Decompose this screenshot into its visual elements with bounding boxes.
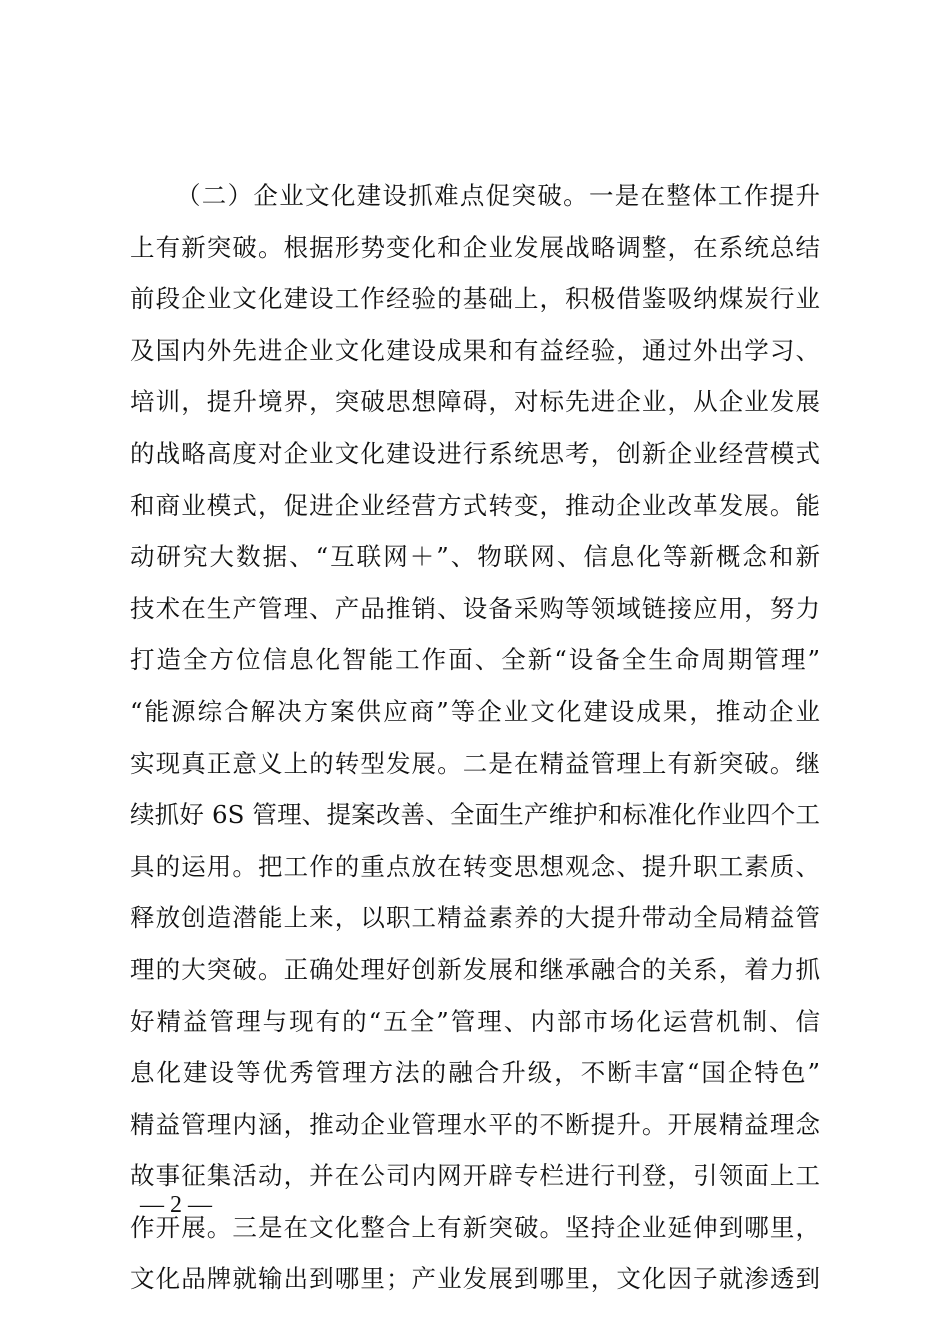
text-line: 精益管理内涵，推动企业管理水平的不断提升。开展精益理念: [130, 1109, 820, 1139]
text-line: 实现真正意义上的转型发展。二是在精益管理上有新突破。继: [130, 748, 820, 778]
text-line: 好精益管理与现有的“五全”管理、内部市场化运营机制、信: [130, 1006, 820, 1036]
text-line: 释放创造潜能上来，以职工精益素养的大提升带动全局精益管: [130, 903, 820, 933]
text-line: 文化品牌就输出到哪里；产业发展到哪里，文化因子就渗透到: [130, 1264, 820, 1294]
text-line: 续抓好 6S 管理、提案改善、全面生产维护和标准化作业四个工: [130, 800, 820, 830]
text-line: 上有新突破。根据形势变化和企业发展战略调整，在系统总结: [130, 232, 820, 262]
text-line: 具的运用。把工作的重点放在转变思想观念、提升职工素质、: [130, 851, 820, 881]
text-line: 及国内外先进企业文化建设成果和有益经验，通过外出学习、: [130, 335, 820, 365]
text-line: 技术在生产管理、产品推销、设备采购等领域链接应用，努力: [130, 593, 820, 623]
text-line: 作开展。三是在文化整合上有新突破。坚持企业延伸到哪里，: [130, 1212, 820, 1242]
text-line: 动研究大数据、“互联网＋”、物联网、信息化等新概念和新: [130, 542, 820, 572]
text-line: 和商业模式，促进企业经营方式转变，推动企业改革发展。能: [130, 490, 820, 520]
text-line: 前段企业文化建设工作经验的基础上，积极借鉴吸纳煤炭行业: [130, 284, 820, 314]
text-line: 故事征集活动，并在公司内网开辟专栏进行刊登，引领面上工: [130, 1161, 820, 1191]
page-number: — 2 —: [140, 1192, 212, 1218]
text-line: 的战略高度对企业文化建设进行系统思考，创新企业经营模式: [130, 438, 820, 468]
text-line: （二）企业文化建设抓难点促突破。一是在整体工作提升: [176, 181, 820, 210]
text-line: 理的大突破。正确处理好创新发展和继承融合的关系，着力抓: [130, 954, 820, 984]
text-line: “能源综合解决方案供应商”等企业文化建设成果，推动企业: [130, 696, 820, 726]
text-line: 息化建设等优秀管理方法的融合升级，不断丰富“国企特色”: [130, 1058, 820, 1088]
body-paragraph: [130, 170, 820, 1305]
text-line: 培训，提升境界，突破思想障碍，对标先进企业，从企业发展: [130, 387, 820, 417]
text-line: 打造全方位信息化智能工作面、全新“设备全生命周期管理”: [130, 645, 820, 675]
